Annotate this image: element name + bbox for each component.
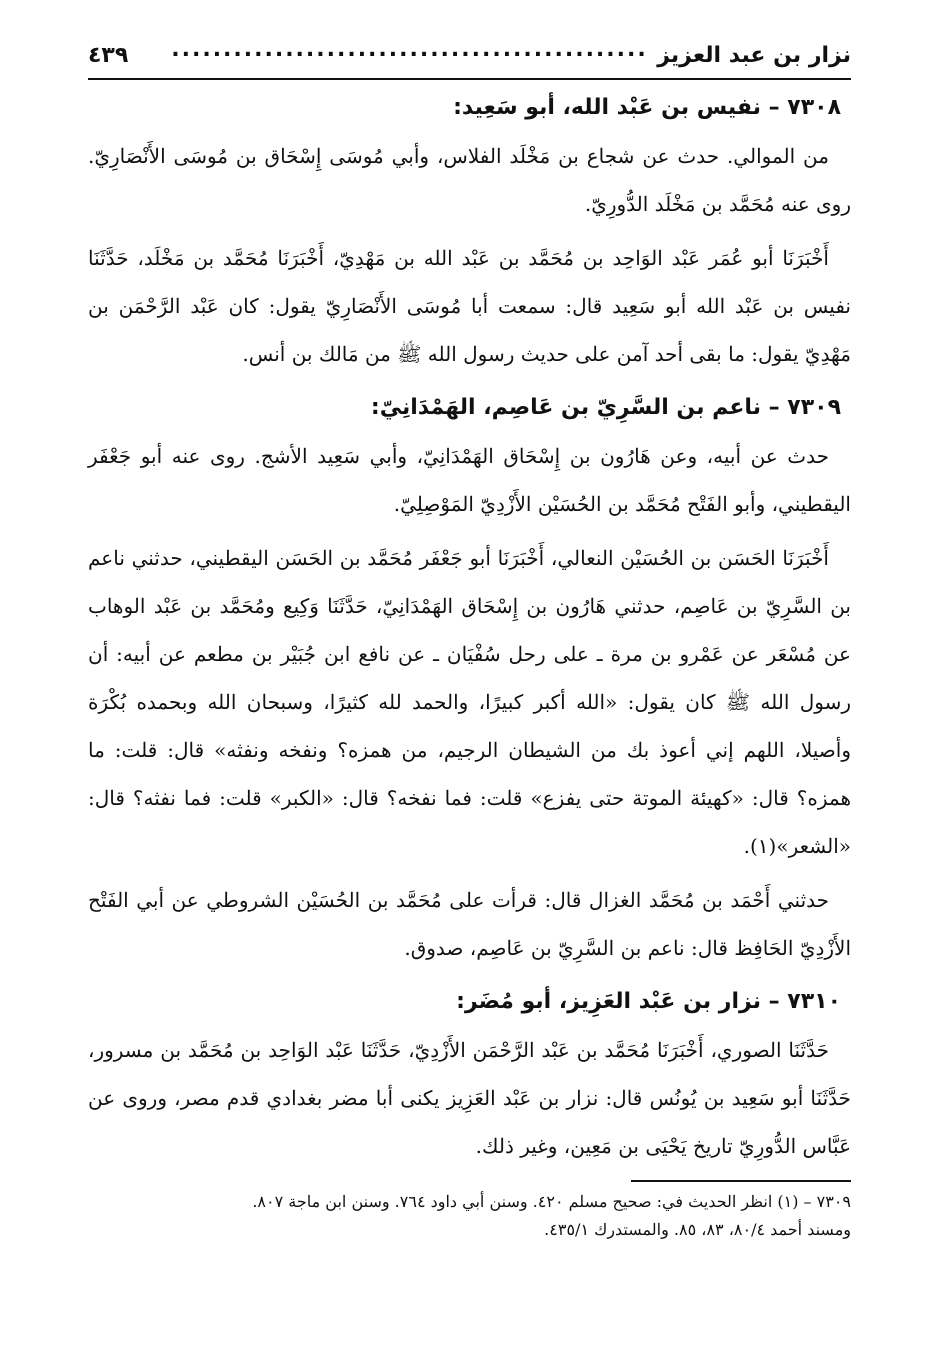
entry-7310: [88, 978, 851, 1170]
entry-7308: [88, 84, 851, 378]
footnote-separator: [631, 1180, 851, 1182]
entry-heading: ٧٣١٠ – نزار بن عَبْد العَزِيز، أبو مُضَر:: [456, 989, 841, 1014]
footnote-line-2: ومسند أحمد ٨٠/٤، ٨٣، ٨٥. والمستدرك ٤٣٥/١.: [544, 1220, 851, 1239]
entry-paragraph: حدث عن أبيه، وعن هَارُون بن إِسْحَاق الهَمْدَانِيّ، وأبي سَعِيد الأشج. روى عنه أبو جَعْفَر اليقطيني، وأبو الفَتْح مُحَمَّد بن الحُسَيْن الأَزْدِيّ المَوْصِلِيّ.: [88, 444, 851, 516]
header-dot-leader: ..............................................: [171, 37, 648, 62]
entry-paragraph: من الموالي. حدث عن شجاع بن مَخْلَد الفلاس، وأبي مُوسَى إِسْحَاق بن مُوسَى الأَنْصَارِيّ. روى عنه مُحَمَّد بن مَخْلَد الدُّورِيّ.: [88, 144, 851, 216]
page-number: ٤٣٩: [88, 43, 129, 68]
entry-7309: [88, 384, 851, 972]
page-header: [88, 34, 851, 80]
entry-paragraph: حَدَّثَنَا الصوري، أَخْبَرَنَا مُحَمَّد بن عَبْد الرَّحْمَن الأَزْدِيّ، حَدَّثَنَا عَبْد الوَاحِد بن مُحَمَّد بن مسرور، حَدَّثَنَا أبو سَعِيد بن يُونُس قال: نزار بن عَبْد العَزِيز يكنى أبا مضر بغدادي قدم مصر، وروى عن عَبَّاس الدُّورِيّ تاريخ يَحْيَى بن مَعِين، وغير ذلك.: [88, 1038, 851, 1158]
book-page: [88, 34, 851, 1347]
page-body: [88, 84, 851, 1244]
footnote: [88, 1188, 851, 1244]
running-title: نزار بن عبد العزيز: [657, 43, 851, 68]
entry-paragraph: أَخْبَرَنَا الحَسَن بن الحُسَيْن النعالي، أَخْبَرَنَا أبو جَعْفَر مُحَمَّد بن الحَسَن اليقطيني، حدثني ناعم بن السَّرِيّ بن عَاصِم، حدثني هَارُون بن إِسْحَاق الهَمْدَانِيّ، حَدَّثَنَا وَكِيع ومُحَمَّد بن عَبْد الوهاب عن مُسْعَر عن عَمْرو بن مرة ـ على رحل سُفْيَان ـ عن نافع ابن جُبَيْر بن مطعم عن أبيه: أن رسول الله ﷺ كان يقول: «الله أكبر كبيرًا، والحمد لله كثيرًا، وسبحان الله وبحمده بُكْرَة وأصيلا، اللهم إني أعوذ بك من الشيطان الرجيم، من همزه؟ ونفخه ونفثه» قال: قلت: ما همزه؟ قال: «كهيئة الموتة حتى يفزع» قلت: فما نفخه؟ قال: «الكبر» قلت: فما نفثه؟ قال: «الشعر»(١).: [88, 546, 851, 858]
entry-heading: ٧٣٠٨ – نفيس بن عَبْد الله، أبو سَعِيد:: [453, 95, 841, 120]
footnote-line-1: ٧٣٠٩ – (١) انظر الحديث في: صحيح مسلم ٤٢٠. وسنن أبي داود ٧٦٤. وسنن ابن ماجة ٨٠٧.: [252, 1192, 851, 1211]
entry-paragraph: أَخْبَرَنَا أبو عُمَر عَبْد الوَاحِد بن مُحَمَّد بن عَبْد الله بن مَهْدِيّ، أَخْبَرَنَا مُحَمَّد بن مَخْلَد، حَدَّثَنَا نفيس بن عَبْد الله أبو سَعِيد قال: سمعت أبا مُوسَى الأَنْصَارِيّ يقول: كان عَبْد الرَّحْمَن بن مَهْدِيّ يقول: ما بقى أحد آمن على حديث رسول الله ﷺ من مَالك بن أنس.: [88, 246, 851, 366]
entry-paragraph: حدثني أَحْمَد بن مُحَمَّد الغزال قال: قرأت على مُحَمَّد بن الحُسَيْن الشروطي عن أبي الفَتْح الأَزْدِيّ الحَافِظ قال: ناعم بن السَّرِيّ بن عَاصِم، صدوق.: [88, 888, 851, 960]
entry-heading: ٧٣٠٩ – ناعم بن السَّرِيّ بن عَاصِم، الهَمْدَانِيّ:: [370, 395, 841, 420]
